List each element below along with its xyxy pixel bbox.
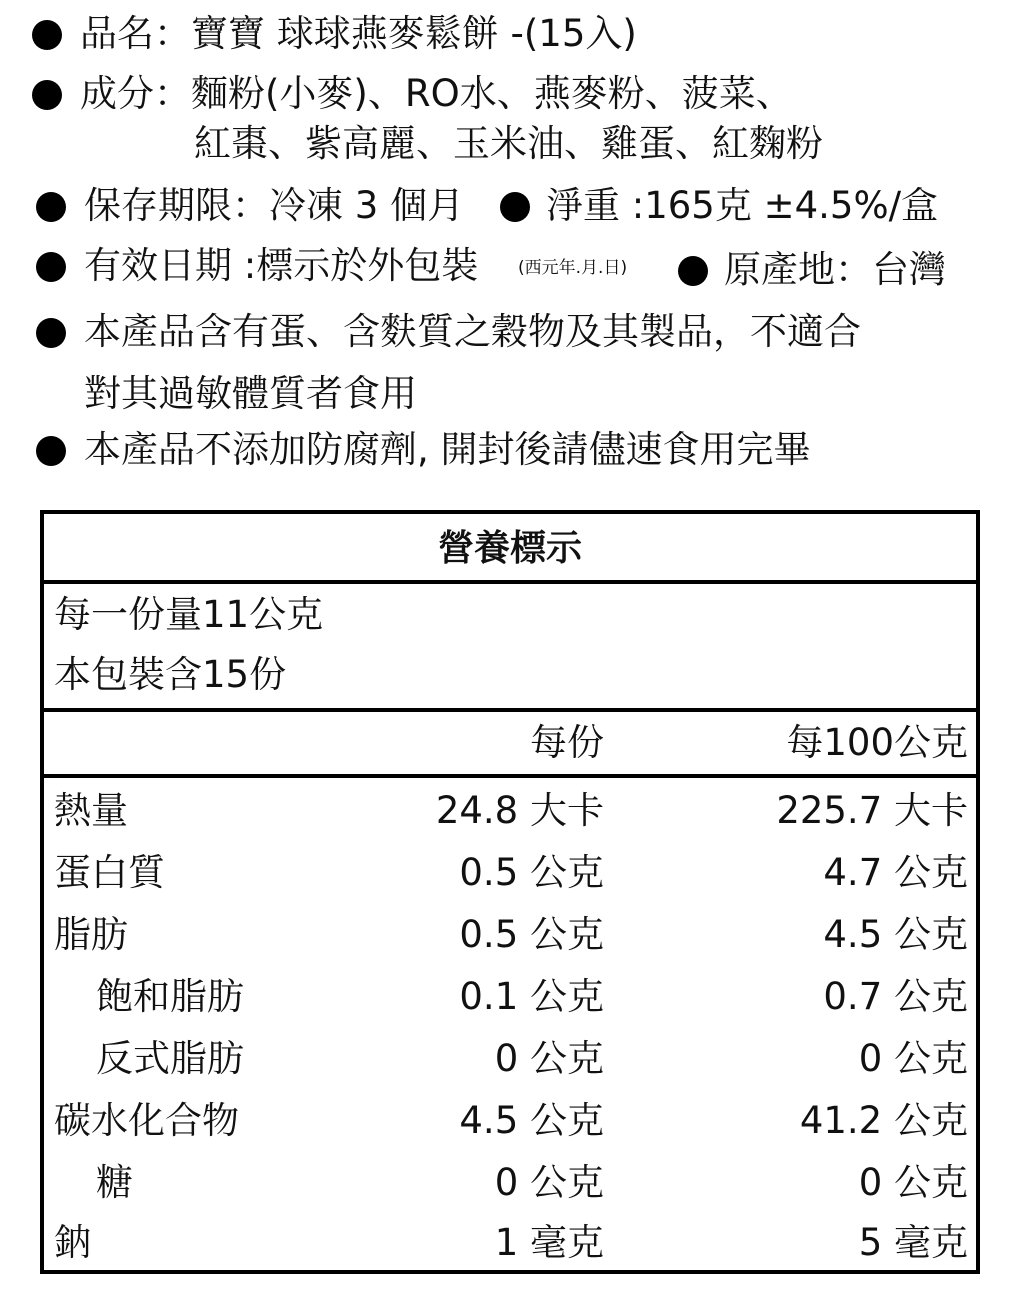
value-per-100g: 4.7 公克 [823, 851, 968, 894]
nutrient-row [44, 780, 976, 842]
servings-per-pack: 本包裝含15份 [54, 653, 287, 696]
nutrient-row [44, 1028, 976, 1090]
nutrient-row [44, 966, 976, 1028]
value-per-100g: 225.7 大卡 [776, 789, 968, 832]
preservative-notice: 本產品不添加防腐劑, 開封後請儘速食用完畢 [84, 428, 811, 471]
serving-size: 每一份量11公克 [54, 593, 324, 636]
value-per-serving: 0.5 公克 [459, 913, 604, 956]
expiry-note: (西元年.月.日) [518, 258, 628, 278]
bullet-icon [32, 20, 62, 50]
value-per-100g: 0.7 公克 [823, 975, 968, 1018]
ingredients-line-2: 紅棗、紫高麗、玉米油、雞蛋、紅麴粉 [194, 122, 823, 165]
ingredients-line-1: 成分：麵粉(小麥)、RO水、燕麥粉、菠菜、 [80, 72, 793, 115]
value-per-serving: 0 公克 [494, 1161, 604, 1204]
bullet-icon [36, 436, 66, 466]
value-per-100g: 5 毫克 [858, 1221, 968, 1264]
product-name: 品名：寶寶 球球燕麥鬆餅 -(15入) [80, 12, 637, 55]
nutrient-row [44, 842, 976, 904]
bullet-icon [36, 192, 66, 222]
bullet-icon [678, 256, 708, 286]
nutrient-row [44, 1152, 976, 1214]
nutrient-name: 脂肪 [54, 913, 128, 956]
allergen-line-1: 本產品含有蛋、含麩質之穀物及其製品，不適合 [84, 310, 861, 353]
net-weight: 淨重 :165克 ±4.5%/盒 [546, 184, 939, 227]
value-per-serving: 0 公克 [494, 1037, 604, 1080]
value-per-serving: 0.5 公克 [459, 851, 604, 894]
bullet-icon [32, 80, 62, 110]
nutrient-name: 碳水化合物 [54, 1099, 239, 1142]
value-per-serving: 24.8 大卡 [435, 789, 604, 832]
divider [44, 774, 976, 778]
bullet-icon [500, 192, 530, 222]
origin: 原產地：台灣 [724, 248, 946, 291]
value-per-100g: 0 公克 [858, 1037, 968, 1080]
nutrient-row [44, 1212, 976, 1274]
value-per-100g: 0 公克 [858, 1161, 968, 1204]
nutrition-title: 營養標示 [437, 528, 582, 569]
column-header-per-100g: 每100公克 [786, 721, 968, 764]
value-per-serving: 0.1 公克 [459, 975, 604, 1018]
nutrient-row [44, 904, 976, 966]
value-per-100g: 4.5 公克 [823, 913, 968, 956]
nutrient-name: 糖 [96, 1161, 133, 1204]
divider [44, 708, 976, 712]
bullet-icon [36, 252, 66, 282]
nutrient-name: 飽和脂肪 [96, 975, 244, 1018]
nutrient-name: 熱量 [54, 789, 128, 832]
nutrient-name: 鈉 [54, 1221, 91, 1264]
allergen-line-2: 對其過敏體質者食用 [84, 372, 417, 415]
column-header-per-serving: 每份 [530, 721, 604, 764]
divider [44, 580, 976, 584]
bullet-icon [36, 318, 66, 348]
nutrient-name: 反式脂肪 [96, 1037, 244, 1080]
shelf-life: 保存期限：冷凍 3 個月 [84, 184, 465, 227]
value-per-100g: 41.2 公克 [799, 1099, 968, 1142]
nutrient-name: 蛋白質 [54, 851, 165, 894]
nutrition-panel [40, 510, 980, 1274]
nutrient-row [44, 1090, 976, 1152]
value-per-serving: 4.5 公克 [459, 1099, 604, 1142]
value-per-serving: 1 毫克 [494, 1221, 604, 1264]
expiry-date: 有效日期 :標示於外包裝 [84, 244, 479, 287]
